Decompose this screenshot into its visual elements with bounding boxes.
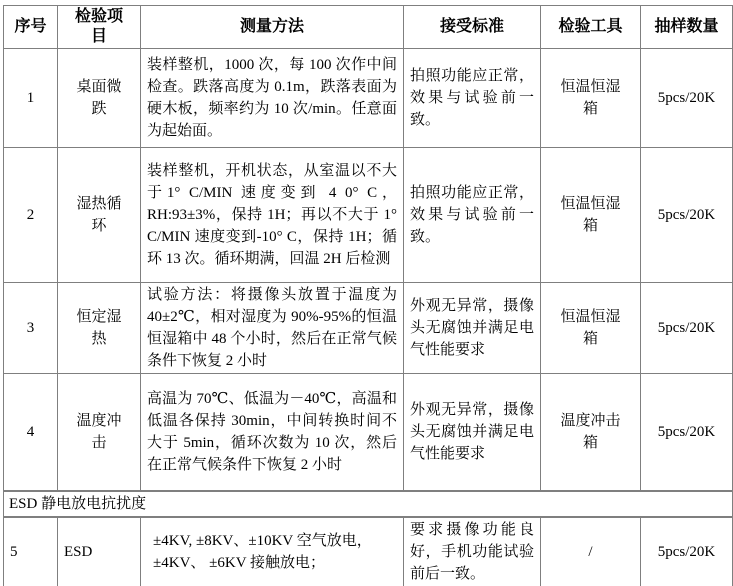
header-serial-label: 序号	[14, 18, 47, 36]
header-serial	[4, 6, 58, 49]
header-tool-label: 检验工具	[558, 18, 623, 35]
cell-tool	[541, 148, 641, 283]
header-method	[141, 6, 404, 49]
cell-tool	[541, 374, 641, 491]
cell-item	[58, 49, 141, 148]
cell-qty: 5pcs/20K	[641, 283, 733, 374]
cell-standard: 外观无异常，摄像头无腐蚀并满足电气性能要求	[404, 283, 541, 374]
cell-serial: 4	[4, 374, 58, 491]
cell-qty: 5pcs/20K	[641, 148, 733, 283]
header-standard-label: 接受标准	[439, 18, 504, 35]
cell-tool-text: 恒温恒湿箱	[560, 309, 621, 347]
cell-tool-text: 温度冲击箱	[560, 412, 621, 451]
cell-item	[58, 283, 141, 374]
header-item-label: 检验项目	[74, 8, 123, 45]
cell-tool	[541, 283, 641, 374]
cell-item-text: 湿热循环	[76, 196, 122, 234]
cell-standard: 拍照功能应正常，效果与试验前一致。	[404, 148, 541, 283]
cell-tool-text: 恒温恒湿箱	[560, 196, 621, 234]
inspection-table	[3, 5, 733, 586]
cell-item-text: 恒定湿热	[76, 309, 122, 347]
table-row-4	[4, 374, 733, 491]
table-row-2	[4, 148, 733, 283]
table-row-5	[4, 517, 733, 586]
cell-qty: 5pcs/20K	[641, 517, 733, 586]
cell-standard: 要求摄像功能良好，手机功能试验前后一致。	[404, 517, 541, 586]
header-qty-label: 抽样数量	[654, 18, 719, 35]
table-row-1	[4, 49, 733, 148]
cell-tool: /	[541, 517, 641, 586]
cell-serial: 1	[4, 49, 58, 148]
cell-item-text: 温度冲击	[76, 412, 122, 451]
cell-serial: 5	[4, 517, 58, 586]
cell-item-text: 桌面微跌	[76, 79, 122, 117]
header-method-label: 测量方法	[239, 18, 304, 35]
cell-item	[58, 148, 141, 283]
cell-method: 试验方法：将摄像头放置于温度为 40±2℃，相对湿度为 90%-95%的恒温恒湿箱中 48 个小时，然后在正常气候条件下恢复 2 小时	[141, 283, 404, 374]
cell-method: 装样整机，开机状态，从室温以不大于1° C/MIN 速度变到 4 0° C，RH:93±3%，保持 1H；再以不大于 1° C/MIN 速度变到-10° C，保持 1H；循环 13 次。循环期满，回温 2H 后检测	[141, 148, 404, 283]
cell-item	[58, 374, 141, 491]
cell-serial: 3	[4, 283, 58, 374]
cell-standard: 外观无异常，摄像头无腐蚀并满足电气性能要求	[404, 374, 541, 491]
cell-qty: 5pcs/20K	[641, 374, 733, 491]
cell-tool	[541, 49, 641, 148]
section-title: ESD 静电放电抗扰度	[4, 491, 733, 517]
section-divider-row	[4, 491, 733, 517]
cell-qty: 5pcs/20K	[641, 49, 733, 148]
cell-item: ESD	[58, 517, 141, 586]
header-tool	[541, 6, 641, 49]
cell-method: 装样整机，1000 次，每 100 次作中间检查。跌落高度为 0.1m，跌落表面为硬木板，频率约为 10 次/min。任意面为起始面。	[141, 49, 404, 148]
cell-method: 高温为 70℃、低温为－40℃，高温和低温各保持 30min，中间转换时间不大于 5min，循环次数为 10 次，然后在正常气候条件下恢复 2 小时	[141, 374, 404, 491]
cell-serial: 2	[4, 148, 58, 283]
table-header	[4, 6, 733, 49]
header-standard	[404, 6, 541, 49]
cell-standard: 拍照功能应正常，效果与试验前一致。	[404, 49, 541, 148]
table-row-3	[4, 283, 733, 374]
header-qty	[641, 6, 733, 49]
cell-tool-text: 恒温恒湿箱	[560, 79, 621, 117]
table-body	[4, 49, 733, 586]
header-row	[4, 6, 733, 49]
header-item	[58, 6, 141, 49]
cell-method: ±4KV, ±8KV、±10KV 空气放电，±4KV、 ±6KV 接触放电；	[141, 517, 404, 586]
